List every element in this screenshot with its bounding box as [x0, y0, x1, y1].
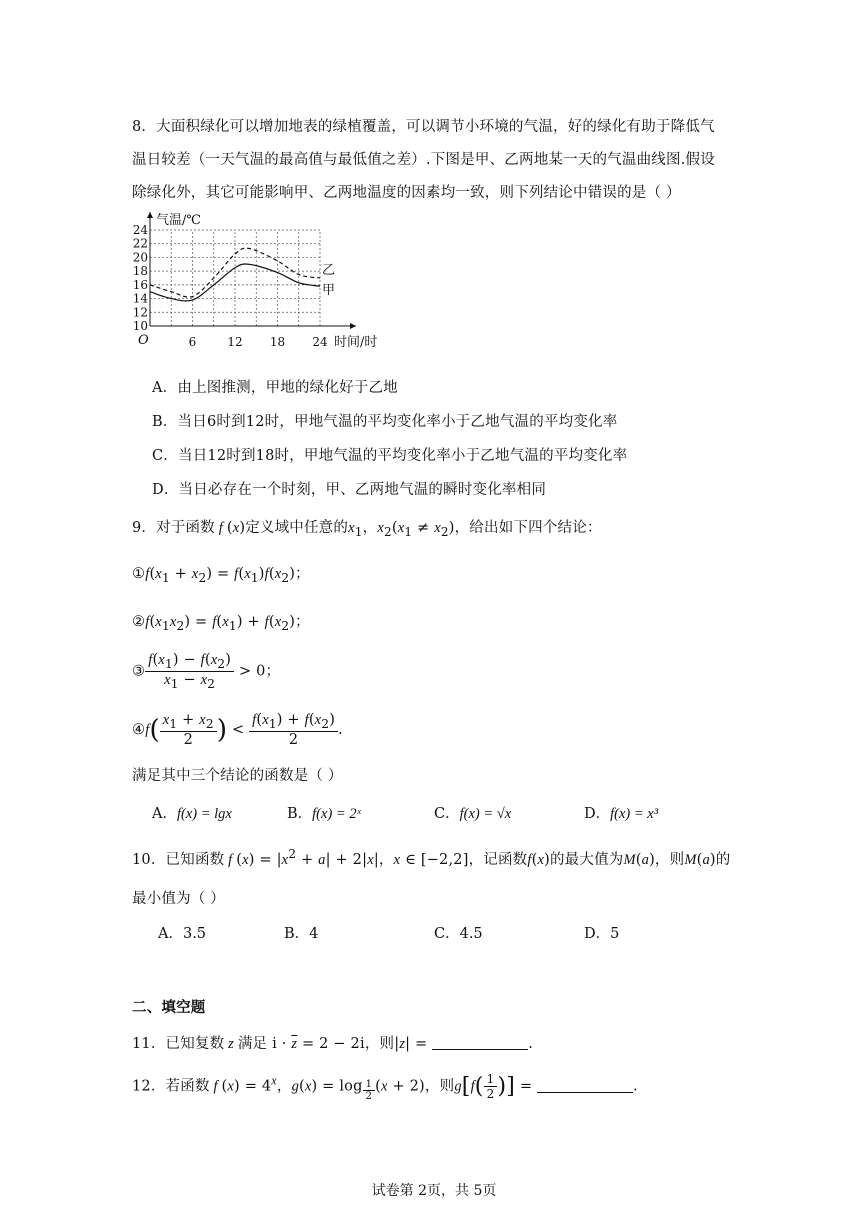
- q12-stem: 12．若函数 f $(x) = 4^x$，g(x) = log $_{\frac{1}{2}}$ (x + 2)，则g[f( $\frac{1}{2}$ )] = .: [132, 1072, 638, 1103]
- x-axis-arrow: [350, 323, 356, 329]
- y-tick-label: 20: [132, 250, 148, 265]
- q10-option-d: D．5: [584, 926, 620, 942]
- y-tick-label: 16: [132, 277, 148, 292]
- series-label: 乙: [322, 263, 336, 278]
- q11-stem: 11．已知复数 z 满足 $i \cdot \overline{z} = 2 - 2i$，则|z| = .: [132, 1036, 534, 1052]
- x-tick-label: 18: [269, 335, 286, 349]
- origin-label: O: [138, 333, 149, 348]
- q9-conclusion-3: ③ $\frac{f(x_1) - f(x_2)}{x_1 - x_2}$ > 0；: [132, 652, 281, 691]
- x-tick-label: 24: [312, 335, 328, 349]
- series-label: 甲: [322, 283, 336, 299]
- q10-option-a: A．3.5: [158, 926, 207, 942]
- q9-option-d: D．f(x) = x³: [584, 806, 659, 822]
- q11-answer-blank[interactable]: [432, 1035, 528, 1050]
- q9-conclusion-2: $②f(x_1x_2) = f(x_1) + f(x_2)$；: [132, 614, 310, 633]
- q8-option-c: C．当日12时到18时，甲地气温的平均变化率小于乙地气温的平均变化率: [152, 448, 628, 464]
- q9-conclusion-1: $①f(x_1 + x_2) = f(x_1)f(x_2)$；: [132, 566, 310, 585]
- q8-option-b: B．当日6时到12时，甲地气温的平均变化率小于乙地气温的平均变化率: [152, 414, 618, 430]
- q9-option-c: C．f(x) = √x: [434, 806, 512, 822]
- x-tick-label: 6: [188, 335, 197, 349]
- q10-option-b: B．4: [284, 926, 319, 942]
- y-tick-label: 12: [132, 305, 148, 320]
- q8-option-d: D．当日必存在一个时刻，甲、乙两地气温的瞬时变化率相同: [152, 482, 547, 498]
- y-axis-arrow: [147, 212, 153, 218]
- q9-stem: 9．对于函数 f (x)定义域中任意的$x_1$，$x_2(x_1 \ne x_2)$，给出如下四个结论：: [132, 520, 602, 539]
- y-tick-label: 24: [132, 223, 148, 237]
- page-footer: 试卷第 2页，共 5页: [371, 1183, 497, 1199]
- chart-grid: [150, 230, 320, 326]
- section-heading: 二、填空题: [132, 999, 206, 1016]
- temperature-chart: [128, 208, 388, 360]
- q10-stem-line2: 最小值为（ ）: [132, 891, 226, 907]
- y-tick-label: 10: [132, 319, 148, 333]
- y-tick-label: 22: [132, 236, 148, 251]
- x-tick-label: 12: [227, 335, 243, 349]
- y-tick-label: 14: [132, 291, 148, 306]
- q10-option-c: C．4.5: [434, 926, 483, 942]
- q9-option-a: A．f(x) = lgx: [152, 806, 232, 822]
- q8-stem-line3: 除绿化外，其它可能影响甲、乙两地温度的因素均一致，则下列结论中错误的是（ ）: [132, 185, 681, 201]
- q8-option-a: A．由上图推测，甲地的绿化好于乙地: [152, 380, 398, 396]
- y-axis-label: 气温/℃: [156, 213, 201, 228]
- x-axis-label: 时间/时: [334, 335, 378, 350]
- q8-stem-line2: 温日较差（一天气温的最高值与最低值之差）.下图是甲、乙两地某一天的气温曲线图.假设: [132, 152, 715, 168]
- y-tick-label: 18: [132, 264, 148, 279]
- q9-option-b: B．f(x) = 2ˣ: [287, 806, 361, 822]
- q9-conclusion-4: ④f( $\frac{x_1 + x_2}{2}$ ) < $\frac{f(x_1) + f(x_2)}{2}$ .: [132, 712, 343, 748]
- q9-question: 满足其中三个结论的函数是（ ）: [132, 768, 343, 784]
- q10-stem-line1: 10．已知函数 f $(x) = |x^2 + a| + 2|x|$，x ∈ [−2,2]，记函数f(x)的最大值为M(a)，则M(a)的: [132, 847, 731, 868]
- q12-answer-blank[interactable]: [537, 1078, 633, 1093]
- q8-stem-line1: 8．大面积绿化可以增加地表的绿植覆盖，可以调节小环境的气温，好的绿化有助于降低气: [132, 119, 715, 135]
- chart-text: [133, 213, 378, 350]
